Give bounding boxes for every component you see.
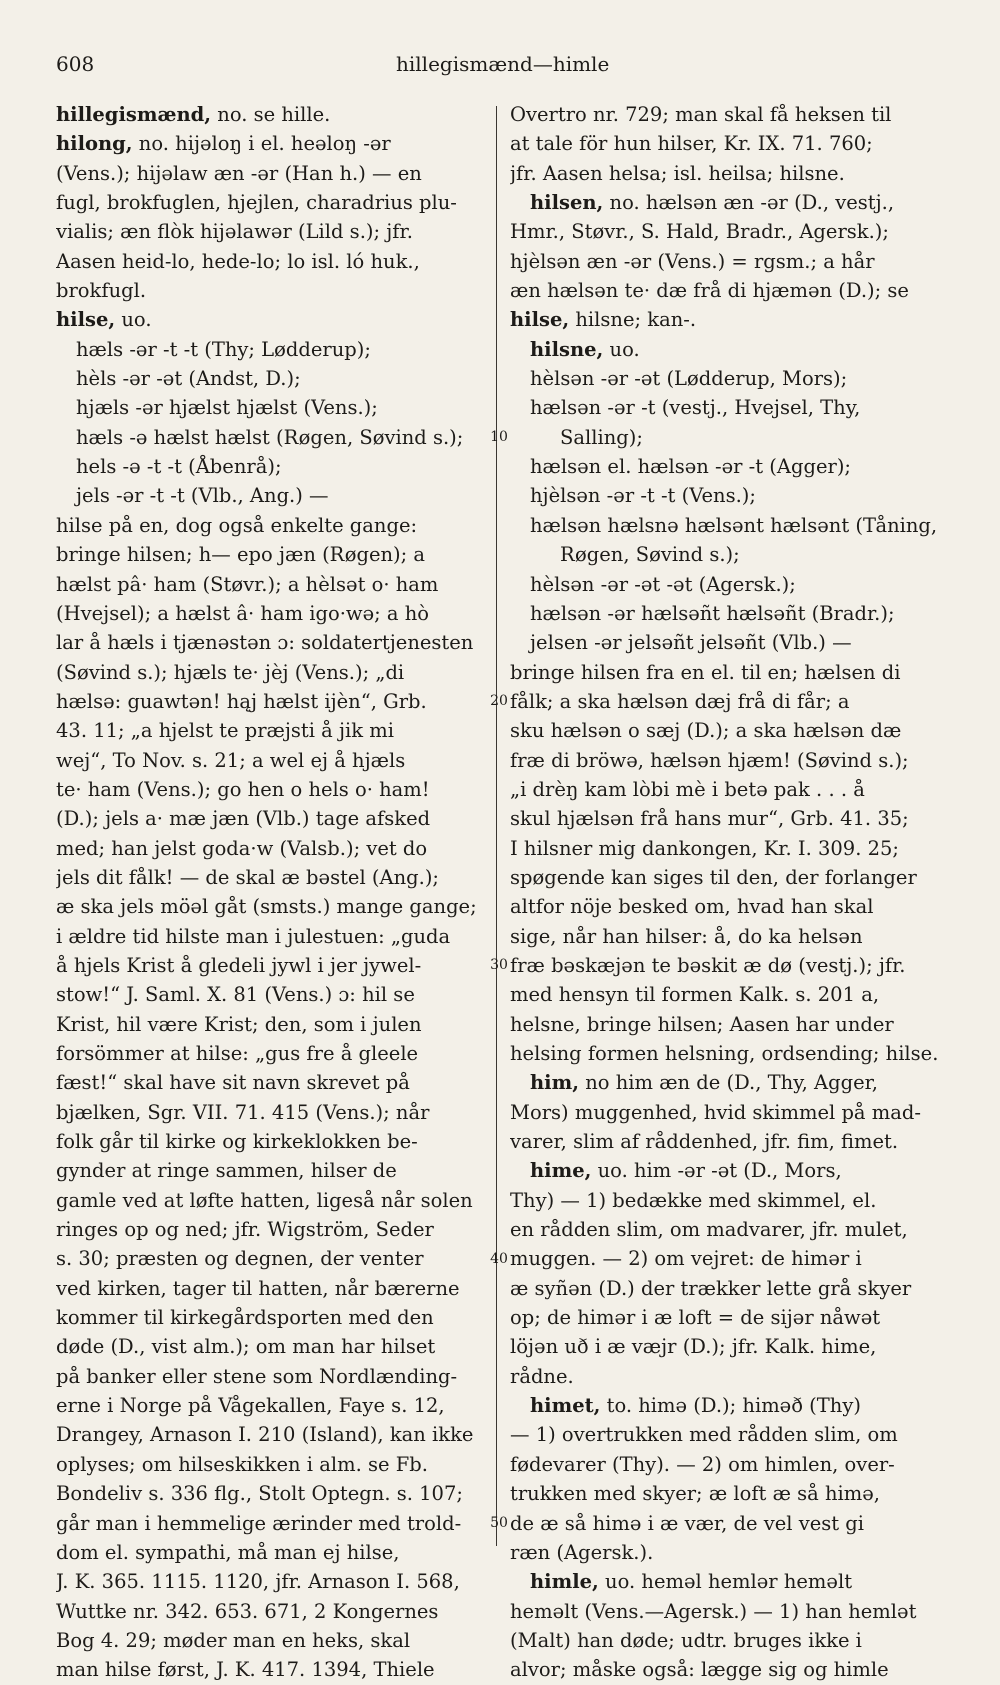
text-line: æ syñən (D.) der trækker lette grå skyer [510,1276,912,1300]
text-line: hælsən -ər -t (vestj., Hvejsel, Thy, [530,396,861,420]
text-line: erne i Norge på Vågekallen, Faye s. 12, [56,1394,445,1418]
text-line: brokfugl. [56,279,147,303]
text-line: fræ di bröwə, hælsən hjæm! (Søvind s.); [510,748,909,772]
text-line: Drangey, Arnason I. 210 (Island), kan ikke [56,1423,474,1447]
text-line: alvor; måske også: lægge sig og himle [510,1658,889,1682]
text-line: fræ bəskæjən te bəskit æ dø (vestj.); jfr. [510,953,906,977]
text-line: bringe hilsen; h— epo jæn (Røgen); a [56,543,426,567]
text-line: folk går til kirke og kirkeklokken be- [56,1130,418,1154]
right-column [510,100,948,1685]
text-line: bjælken, Sgr. VII. 71. 415 (Vens.); når [56,1100,430,1124]
text-line: hælsən -ər hælsəñt hælsəñt (Bradr.); [530,601,895,625]
text-line: i ældre tid hilste man i julestuen: „guda [56,924,451,948]
text-line: jels dit fålk! — de skal æ bəstel (Ang.); [56,865,439,889]
line-number: 20 [490,693,508,709]
text-line: heməlt (Vens.—Agersk.) — 1) han hemlət [510,1599,917,1623]
line-number: 10 [490,428,508,445]
text-line: Krist, hil være Krist; den, som i julen [56,1012,422,1036]
text-line: gynder at ringe sammen, hilser de [56,1159,397,1183]
text-line: Wuttke nr. 342. 653. 671, 2 Kongernes [56,1599,439,1623]
text-line: jels -ər -t -t (Vlb., Ang.) — [76,484,329,508]
text-line: hjæls -ər hjælst hjælst (Vens.); [76,396,378,420]
text-line: Overtro nr. 729; man skal få heksen til [510,103,892,126]
text-line: stow!“ J. Saml. X. 81 (Vens.) ɔ: hil se [56,983,415,1007]
text-line: (D.); jels a· mæ jæn (Vlb.) tage afsked [56,807,431,831]
text-line: (Hvejsel); a hælst â· ham igo·wə; a hò [56,601,430,625]
text-line: s. 30; præsten og degnen, der venter [56,1247,424,1271]
text-line: hælsə: guawtən! hąj hælst ijèn“, Grb. [56,689,427,713]
text-line: op; de himər i æ loft = de sijər nåwət [510,1306,881,1330]
text-line: hillegismænd, no. se hille. [56,103,331,126]
text-line: kommer til kirkegårdsporten med den [56,1306,434,1330]
text-line: med; han jelst goda·w (Valsb.); vet do [56,836,428,860]
text-line: hime, uo. him -ər -ət (D., Mors, [530,1159,842,1183]
text-line: Røgen, Søvind s.); [560,543,740,567]
text-line: går man i hemmelige ærinder med trold- [56,1511,462,1535]
text-line: æ ska jels möəl gåt (smsts.) mange gange; [56,895,477,919]
text-line: hjèlsən æn -ər (Vens.) = rgsm.; a hår [510,249,875,273]
line-number: 50 [490,1514,508,1531]
text-line: muggen. — 2) om vejret: de himər i [510,1247,862,1271]
text-line: hèlsən -ər -ət -ət (Agersk.); [530,572,796,596]
text-line: himet, to. himə (D.); himəð (Thy) [530,1394,861,1418]
text-line: J. K. 365. 1115. 1120, jfr. Arnason I. 568, [56,1570,460,1594]
text-line: hèlsən -ər -ət (Lødderup, Mors); [530,367,848,391]
text-line: hels -ə -t -t (Åbenrå); [76,455,282,479]
text-line: (Malt) han døde; udtr. bruges ikke i [510,1628,862,1652]
text-line: hilse, uo. [56,308,152,332]
text-line: ræn (Agersk.). [510,1540,654,1564]
text-line: sku hælsən o sæj (D.); a ska hælsən dæ [510,719,902,743]
text-line: æn hælsən te· dæ frå di hjæmən (D.); se [510,279,909,303]
column-divider [496,106,497,1546]
text-line: sige, når han hilser: å, do ka helsən [510,924,863,948]
running-head: hillegismænd—himle [396,52,610,76]
text-line: 43. 11; „a hjelst te præjsti å jik mi [56,719,395,743]
text-line: hilsen, no. hælsən æn -ər (D., vestj., [530,191,895,215]
text-line: de æ så himə i æ vær, de vel vest gi [510,1511,865,1535]
text-line: hilong, no. hijəloŋ i el. heəloŋ -ər [56,132,391,156]
text-line: trukken med skyer; æ loft æ så himə, [510,1482,880,1506]
text-line: Hmr., Støvr., S. Hald, Bradr., Agersk.); [510,220,889,244]
text-line: døde (D., vist alm.); om man har hilset [56,1335,436,1359]
text-line: ved kirken, tager til hatten, når bærerne [56,1276,460,1300]
text-line: Salling); [560,425,643,449]
text-line: löjən uð i æ væjr (D.); jfr. Kalk. hime, [510,1335,877,1359]
text-line: helsne, bringe hilsen; Aasen har under [510,1012,894,1036]
line-number: 30 [490,957,508,974]
text-line: gamle ved at løfte hatten, ligeså når solen [56,1188,473,1212]
text-line: bringe hilsen fra en el. til en; hælsen di [510,660,901,684]
text-line: helsing formen helsning, ordsending; hilse. [510,1042,939,1065]
text-line: hilse, hilsne; kan-. [510,308,697,332]
text-line: (Søvind s.); hjæls te· jèj (Vens.); „di [56,660,405,684]
text-line: (Vens.); hijəlaw æn -ər (Han h.) — en [56,161,422,185]
text-line: hælst pâ· ham (Støvr.); a hèlsət o· ham [56,572,439,596]
text-line: oplyses; om hilseskikken i alm. se Fb. [56,1452,428,1476]
text-line: vialis; æn flòk hijəlawər (Lild s.); jfr. [56,220,413,244]
text-line: hilsne, uo. [530,337,640,361]
text-line: „i drèŋ kam lòbi mè i betə pak . . . å [510,777,865,801]
text-line: I hilsner mig dankongen, Kr. I. 309. 25; [510,836,899,860]
text-line: him, no him æn de (D., Thy, Agger, [530,1071,878,1095]
line-number: 40 [490,1250,508,1267]
text-line: fugl, brokfuglen, hjejlen, charadrius plu- [56,191,457,215]
text-line: Thy) — 1) bedække med skimmel, el. [510,1188,877,1212]
text-line: fødevarer (Thy). — 2) om himlen, over- [510,1452,895,1476]
text-line: hilse på en, dog også enkelte gange: [56,513,418,537]
text-line: hælsən el. hælsən -ər -t (Agger); [530,455,851,479]
text-line: — 1) overtrukken med rådden slim, om [510,1423,898,1447]
text-line: skul hjælsən frå hans mur“, Grb. 41. 35; [510,807,909,831]
text-line: Mors) muggenhed, hvid skimmel på mad- [510,1100,921,1124]
text-line: lar å hæls i tjænəstən ɔ: soldatertjenesten [56,631,474,655]
left-column [56,100,480,1685]
text-line: jelsen -ər jelsəñt jelsəñt (Vlb.) — [530,631,852,655]
text-line: med hensyn til formen Kalk. s. 201 a, [510,983,880,1007]
text-line: hèls -ər -ət (Andst, D.); [76,367,301,391]
text-line: en rådden slim, om madvarer, jfr. mulet, [510,1218,908,1242]
text-line: te· ham (Vens.); go hen o hels o· ham! [56,777,430,801]
text-line: hjèlsən -ər -t -t (Vens.); [530,484,756,508]
text-line: ringes op og ned; jfr. Wigström, Seder [56,1218,434,1242]
page-number: 608 [56,52,95,76]
text-line: hæls -ər -t -t (Thy; Lødderup); [76,337,371,361]
text-line: Bog 4. 29; møder man en heks, skal [56,1628,411,1652]
text-line: rådne. [510,1364,574,1388]
text-line: wej“, To Nov. s. 21; a wel ej å hjæls [56,748,406,772]
text-line: hæls -ə hælst hælst (Røgen, Søvind s.); [76,425,464,449]
text-line: varer, slim af råddenhed, jfr. fim, fimet. [510,1130,899,1154]
text-line: spøgende kan siges til den, der forlanger [510,865,917,889]
text-line: altfor nöje besked om, hvad han skal [510,895,874,919]
text-line: himle, uo. heməl hemlər heməlt [530,1570,853,1594]
text-line: at tale för hun hilser, Kr. IX. 71. 760; [510,132,873,156]
text-line: Aasen heid-lo, hede-lo; lo isl. ló huk., [56,249,420,273]
text-line: på banker eller stene som Nordlænding- [56,1364,458,1388]
text-line: forsömmer at hilse: „gus fre å gleele [56,1042,419,1065]
text-line: å hjels Krist å gledeli jywl i jer jywel- [56,953,422,977]
text-line: jfr. Aasen helsa; isl. heilsa; hilsne. [510,161,845,185]
text-line: fæst!“ skal have sit navn skrevet på [56,1071,410,1095]
text-line: man hilse først, J. K. 417. 1394, Thiele [56,1658,435,1682]
text-line: hælsən hælsnə hælsənt hælsənt (Tåning, [530,513,938,537]
text-line: dom el. sympathi, må man ej hilse, [56,1540,400,1564]
text-line: fålk; a ska hælsən dæj frå di får; a [510,689,850,713]
text-line: Bondeliv s. 336 flg., Stolt Optegn. s. 107; [56,1482,463,1506]
